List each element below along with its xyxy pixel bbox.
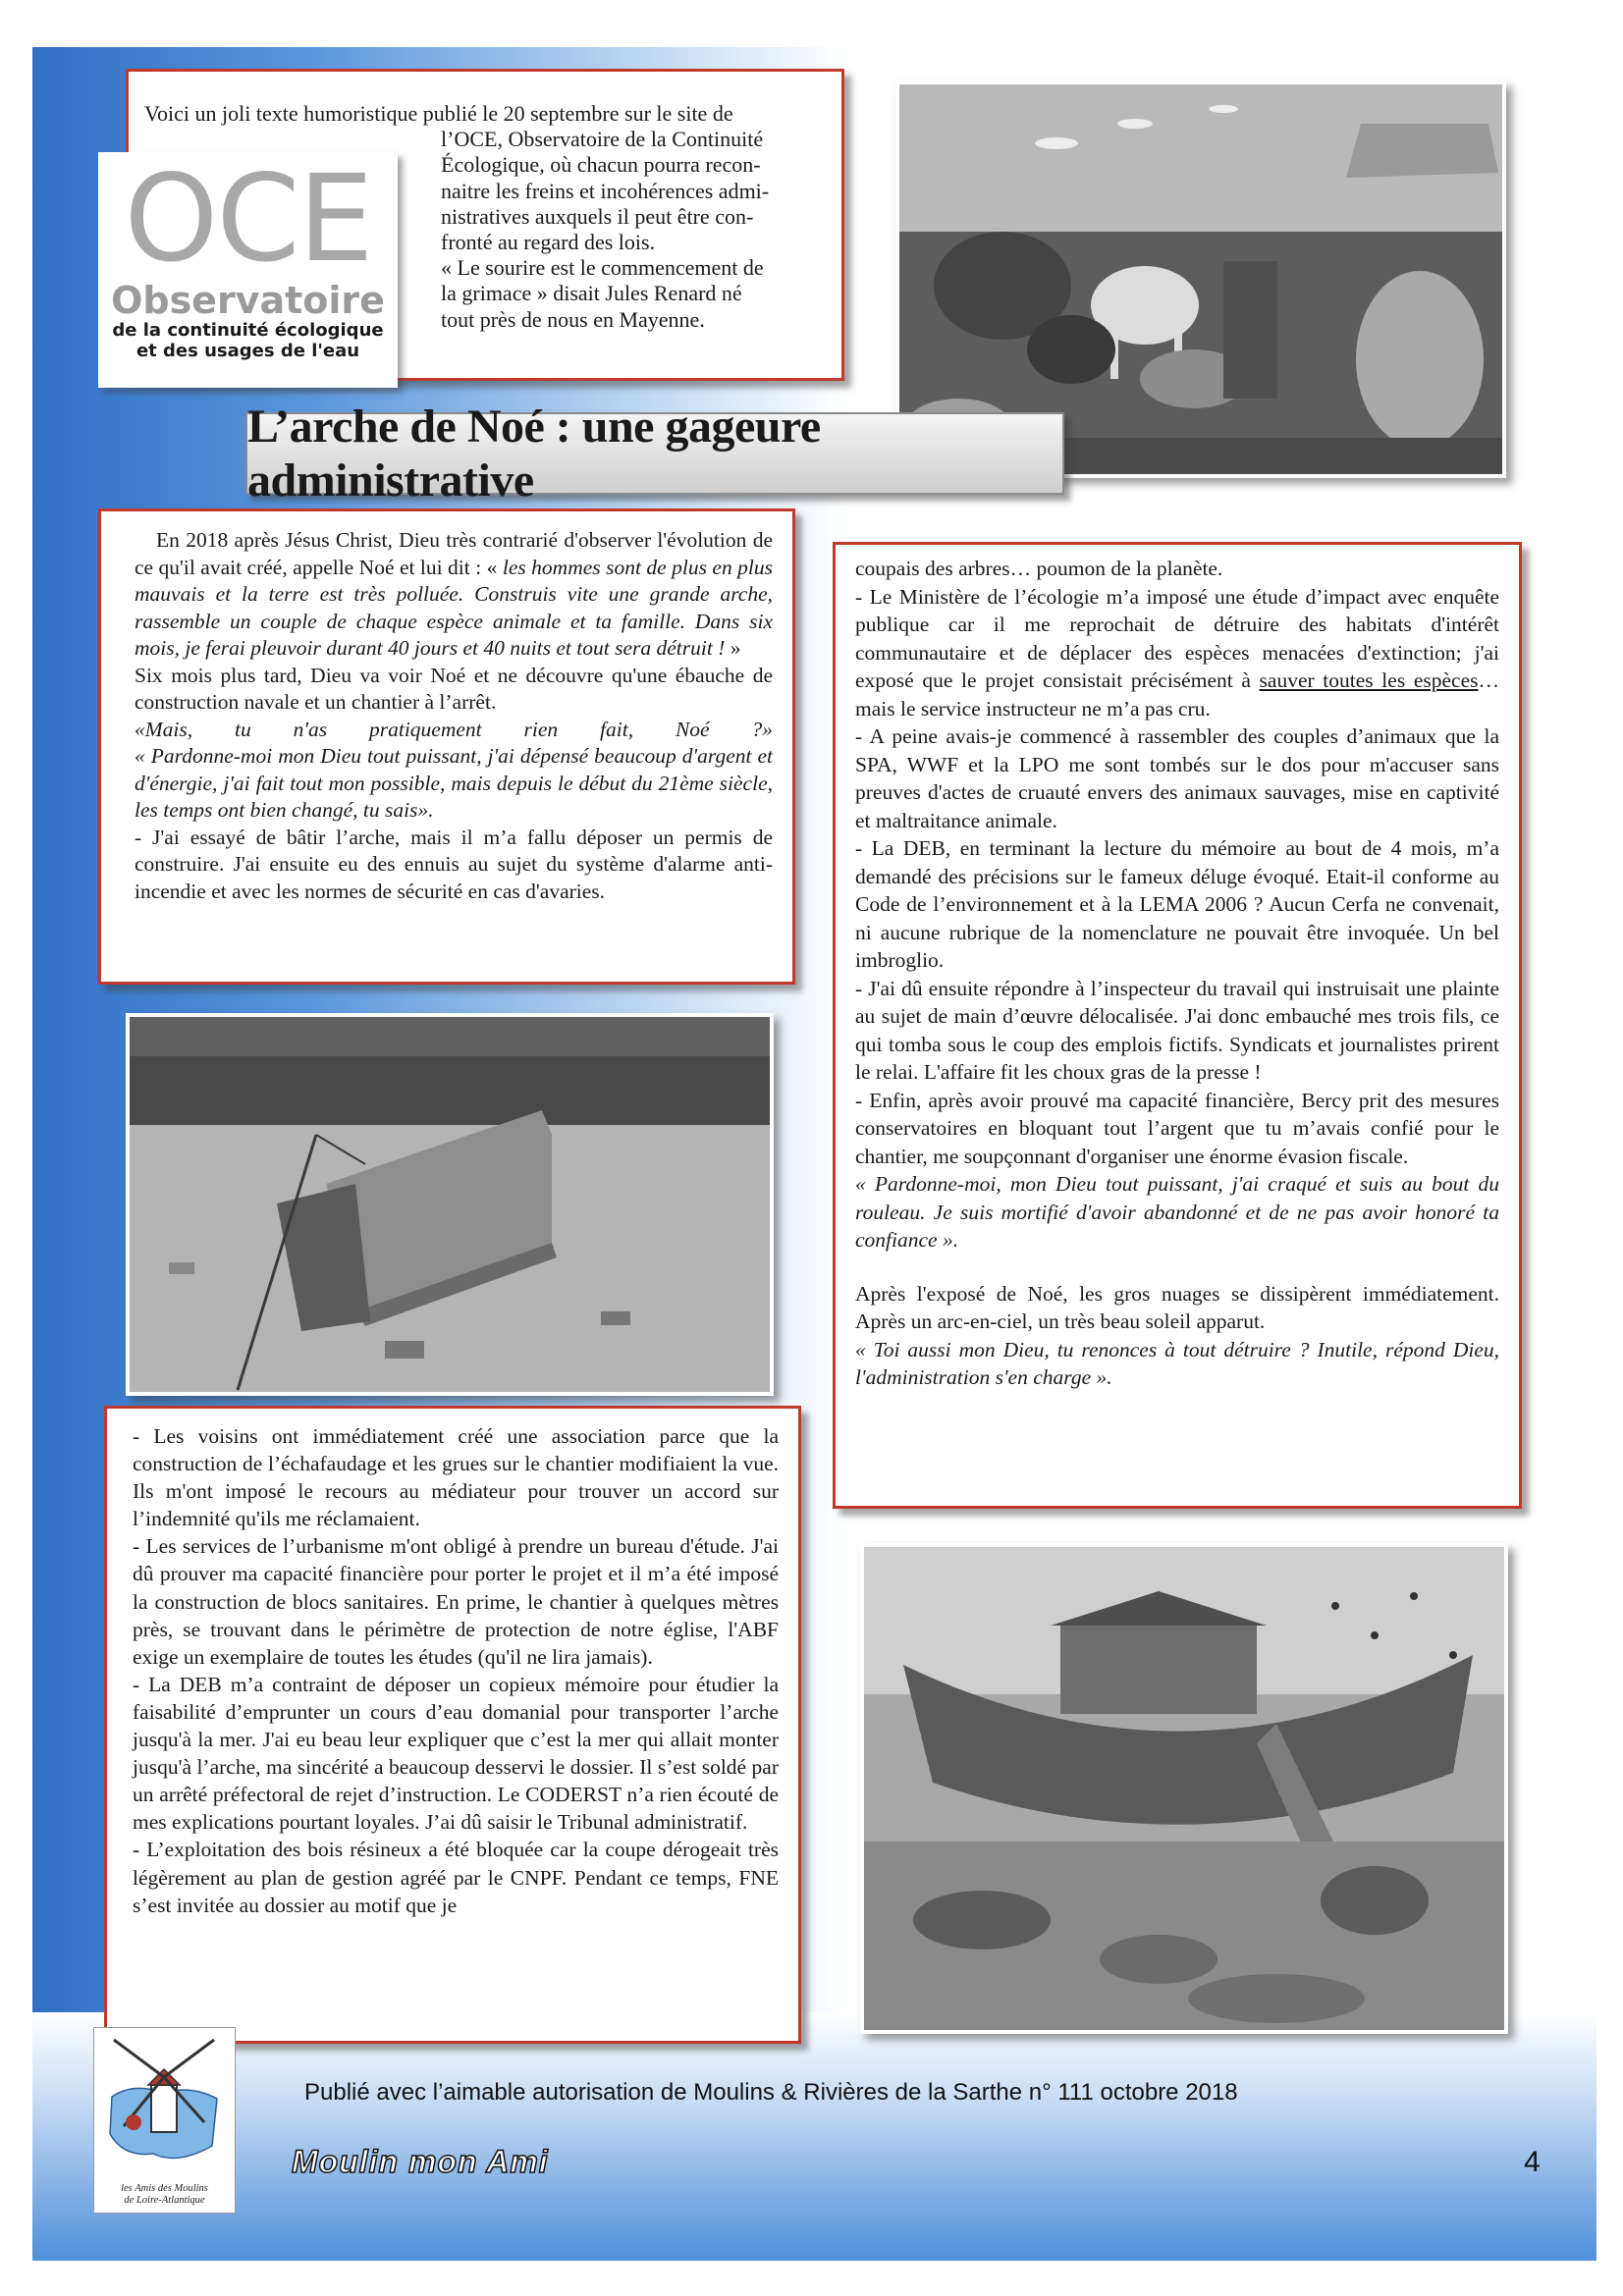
- magazine-title: Moulin mon Ami: [292, 2144, 549, 2179]
- oce-acronym: OCE: [124, 149, 372, 289]
- story-text: - J'ai essayé de bâtir l’arche, mais il m’a fallu déposer un permis de construire. J'ai ensuite eu des ennuis au sujet du système d'alarme anti-incendie et avec les normes de sécurité en cas d'avaries.: [135, 825, 773, 903]
- story-box-3: [833, 542, 1522, 1509]
- story-text: - A peine avais-je commencé à rassembler des couples d’animaux que la SPA, WWF et la LPO me sont tombés sur le dos pour m'accuser sans preuves d'actes de cruauté envers des animaux sauvages, mise en captivité et maltraitance animale.: [855, 724, 1499, 832]
- oce-subtitle-1: de la continuité écologique: [112, 320, 384, 341]
- windmill-icon: [94, 2028, 235, 2175]
- story-text: En 2018 après Jésus Christ, Dieu très contrarié d'observer l'évolution de ce qu'il avait créé, appelle Noé et lui dit : «: [135, 528, 773, 579]
- god-quote: les hommes sont de plus en plus mauvais et la terre est très polluée. Construis vite une grande arche, rassemble un couple de chaque espèce animale et ta famille. Dans six mois, je ferai pleuvoir durant 40 jours et 40 nuits et tout sera détruit !: [135, 555, 773, 660]
- story-box-2: [104, 1406, 801, 2044]
- oce-subtitle-2: et des usages de l'eau: [135, 341, 360, 361]
- ark-engraving-image: [860, 1543, 1508, 2034]
- intro-line: la grimace » disait Jules Renard né: [441, 281, 742, 306]
- story-text: Six mois plus tard, Dieu va voir Noé et ne découvre qu'une ébauche de construction navale et un chantier à l’arrêt.: [135, 663, 773, 714]
- oce-name: Observatoire: [111, 279, 385, 322]
- god-question: «Mais, tu n'as pratiquement rien fait, Noé ?»: [135, 717, 773, 741]
- underlined-phrase: sauver toutes les espèces: [1259, 668, 1479, 692]
- intro-line: tout près de nous en Mayenne.: [441, 306, 705, 332]
- story-text: - Les voisins ont immédiatement créé une association parce que la construction de l’échafaudage et les grues sur le chantier modifiaient la vue. Ils m'ont imposé le recours au médiateur pour trouver un accord sur l’indemnité qu'ils me réclamaient.: [133, 1424, 779, 1531]
- story-text: - Enfin, après avoir prouvé ma capacité financière, Bercy prit des mesures conservatoires en bloquant tout l’argent que tu m’avais confié pour le chantier, me soupçonnant d'organiser une énorme évasion fiscale.: [855, 1088, 1499, 1168]
- ark-construction-photo: [126, 1013, 774, 1396]
- story-text: coupais des arbres… poumon de la planète.: [855, 557, 1223, 580]
- intro-line: nistratives auxquels il peut être con-: [441, 203, 754, 229]
- article-headline: L’arche de Noé : une gageure administrative: [245, 412, 1064, 495]
- intro-line: l’OCE, Observatoire de la Continuité: [441, 127, 764, 152]
- logo-caption-2: de Loire-Atlantique: [124, 2195, 205, 2206]
- page-number: 4: [1524, 2146, 1541, 2178]
- story-text: - Le Ministère de l’écologie m’a imposé une étude d’impact avec enquête publique car il me reprochait de détruire des habitats d'intérêt communautaire et de déplacer des espèces menacées d'extinction; j'ai exposé que le projet consistait précisément à: [855, 584, 1499, 692]
- intro-line-1: Voici un joli texte humoristique publié le 20 septembre sur le site de: [144, 101, 733, 126]
- god-quote: « Toi aussi mon Dieu, tu renonces à tout détruire ? Inutile, répond Dieu, l'administration s'en charge ».: [855, 1337, 1499, 1389]
- story-text: - La DEB, en terminant la lecture du mémoire au bout de 4 mois, m’a demandé des précisions sur le fameux déluge évoqué. Etait-il conforme au Code de l’environnement et à la LEMA 2006 ? Aucun Cerfa ne convenait, ni aucune rubrique de la nomenclature ne pouvait être invoquée. Un bel imbroglio.: [855, 836, 1499, 972]
- noah-reply: « Pardonne-moi mon Dieu tout puissant, j'ai dépensé beaucoup d'argent et d'énergie, j'ai fait tout mon possible, mais depuis le début du 21ème siècle, les temps ont bien changé, tu sais».: [135, 744, 773, 822]
- ark-engraving-svg: [864, 1547, 1508, 2034]
- intro-line: « Le sourire est le commencement de: [441, 255, 764, 281]
- publication-credit: Publié avec l’aimable autorisation de Moulins & Rivières de la Sarthe n° 111 octobre 2018: [304, 2079, 1238, 2106]
- intro-line: fronté au regard des lois.: [441, 230, 656, 255]
- intro-line: naitre les freins et incohérences admi-: [441, 178, 770, 203]
- story-text: - J'ai dû ensuite répondre à l’inspecteur du travail qui instruisait une plainte au sujet de main d’œuvre délocalisée. J'ai donc embauché mes trois fils, ce qui tomba sous le coup des emplois fictifs. Syndicats et journalistes prirent le relai. L'affaire fit les choux gras de la presse !: [855, 976, 1499, 1084]
- story-text: - Les services de l’urbanisme m'ont obligé à prendre un bureau d'étude. J'ai dû prouver ma capacité financière pour porter le projet et il m’a été imposé la construction de blocs sanitaires. En prime, le chantier à quelques mètres près, se trouvant dans le périmètre de protection de notre église, l'ABF exige un exemplaire de toutes les études (qu'il ne lira jamais).: [133, 1534, 779, 1669]
- noah-reply: « Pardonne-moi, mon Dieu tout puissant, j'ai craqué et suis au bout du rouleau. Je suis mortifié d'avoir abandonné et de ne pas avoir honoré ta confiance ».: [855, 1172, 1499, 1252]
- story-box-1: [98, 508, 795, 985]
- intro-line: Écologique, où chacun pourra recon-: [441, 152, 761, 178]
- moulins-association-logo: [93, 2027, 236, 2214]
- oce-logo: [98, 149, 398, 388]
- footer-band: [32, 2012, 1596, 2261]
- story-text: … mais le service instructeur ne m’a pas cru.: [855, 668, 1499, 721]
- story-text: - L’exploitation des bois résineux a été bloquée car la coupe dérogeait très légèrement au plan de gestion agréé par le CNPF. Pendant ce temps, FNE s’est invitée au dossier au motif que je: [133, 1838, 779, 1917]
- logo-caption-1: les Amis des Moulins: [121, 2183, 208, 2194]
- story-text: - La DEB m’a contraint de déposer un copieux mémoire pour étudier la faisabilité d’emprunter un cours d’eau domanial pour transporter l’arche jusqu'à la mer. J'ai eu beau leur expliquer que c’est la mer qui allait monter jusqu'à l’arche, ma sincérité a beaucoup desservi le dossier. Il s’est soldé par un arrêté préfectoral de rejet d’instruction. Le CODERST n’a rien écouté de mes explications pourtant loyales. J’ai dû saisir le Tribunal administratif.: [133, 1672, 779, 1835]
- story-text: Après l'exposé de Noé, les gros nuages se dissipèrent immédiatement. Après un arc-en-ciel, un très beau soleil apparut.: [855, 1281, 1499, 1333]
- ark-construction-svg: [130, 1017, 774, 1396]
- story-text: »: [725, 636, 741, 660]
